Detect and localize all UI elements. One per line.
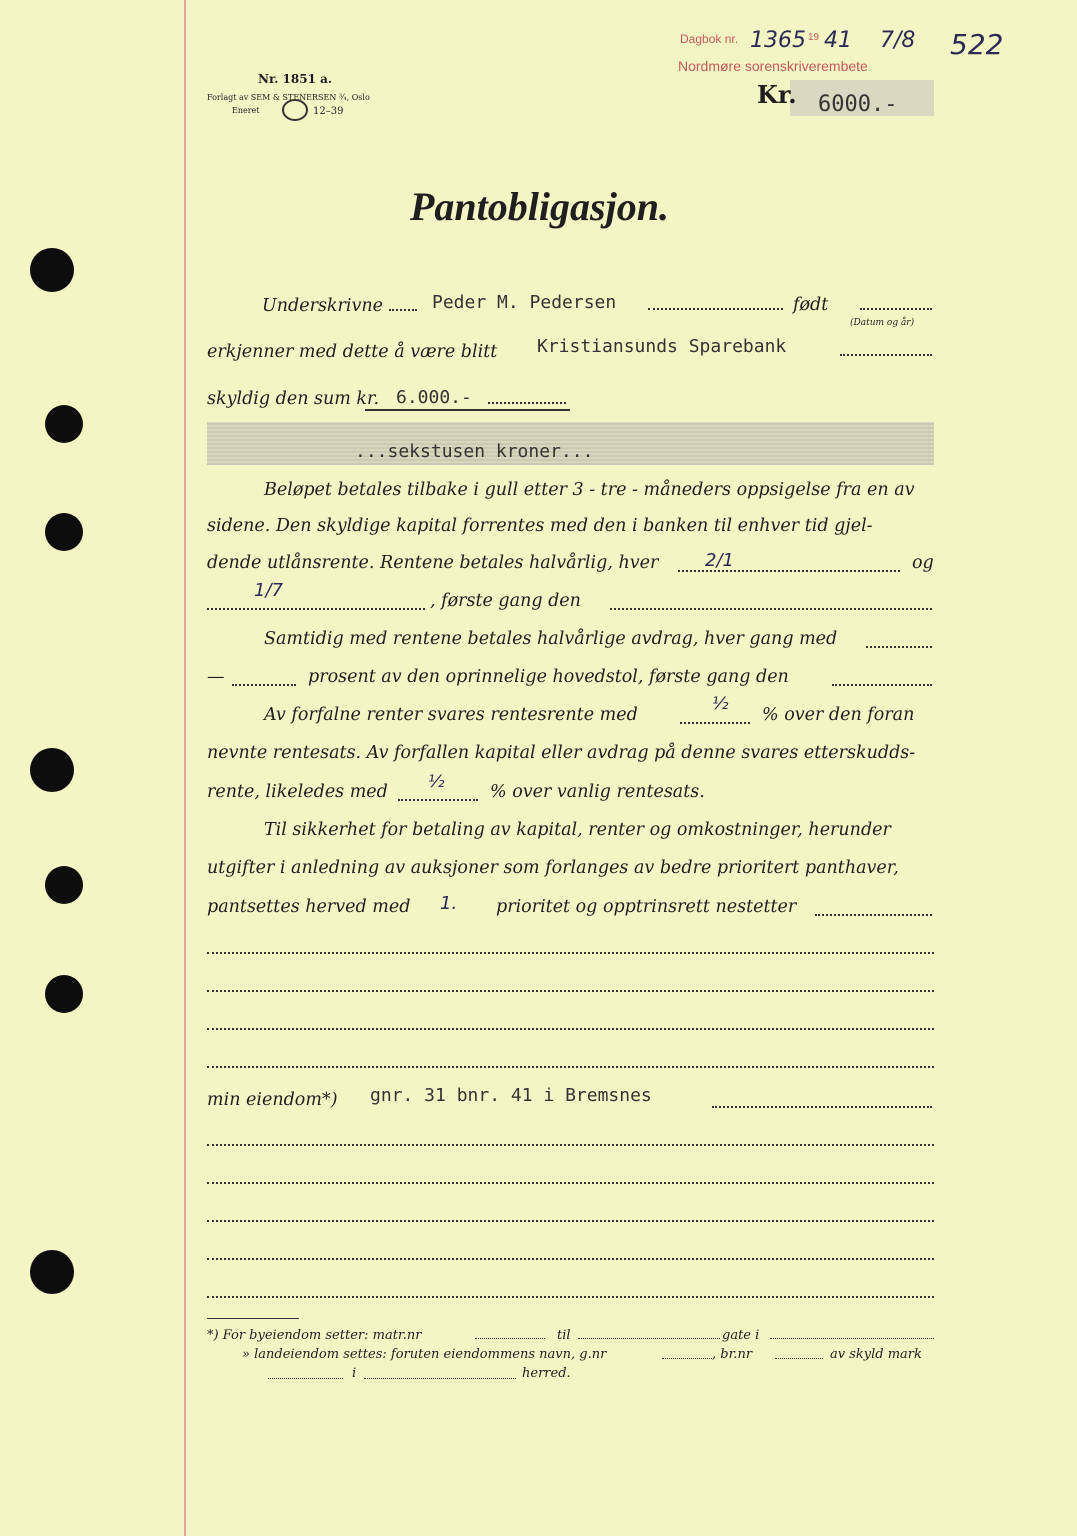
term-date-1: 2/1 [705, 550, 734, 571]
dotted-line [815, 912, 932, 916]
text-line: rente, likeledes med [207, 782, 388, 802]
dash: — [207, 667, 225, 687]
punch-hole [30, 1250, 74, 1294]
dotted-line [770, 1336, 934, 1339]
punch-hole [45, 866, 83, 904]
dotted-line [398, 797, 478, 801]
dotted-line [680, 720, 750, 724]
publisher-line: Forlagt av SEM & STENERSEN ¾, Oslo [207, 93, 370, 102]
amount-value: 6000.- [818, 92, 898, 117]
dotted-line [775, 1356, 823, 1359]
priority-value: 1. [440, 893, 458, 914]
footnote-herred: herred. [522, 1366, 571, 1381]
punch-hole [45, 975, 83, 1013]
text-line: pantsettes herved med [207, 897, 411, 917]
dotted-line [475, 1336, 545, 1339]
dotted-line [648, 306, 783, 310]
debtor-name: Peder M. Pedersen [432, 292, 617, 313]
dotted-line [207, 988, 934, 992]
footnote-line: » landeiendom settes: foruten eiendommens navn, g.nr [242, 1347, 607, 1362]
footnote-brnr: , br.nr [712, 1347, 753, 1362]
dotted-line [207, 1026, 934, 1030]
text-line: Samtidig med rentene betales halvårlige avdrag, hver gang med [264, 629, 838, 649]
dotted-line [268, 1376, 343, 1379]
dotted-line [866, 644, 932, 648]
text-line: nevnte rentesats. Av forfallen kapital eller avdrag på denne svares etterskudds- [207, 743, 916, 763]
footnote-til: til [557, 1328, 571, 1343]
dotted-line [610, 606, 932, 610]
dotted-line [207, 950, 934, 954]
dotted-line [364, 1376, 516, 1379]
text-line: , første gang den [430, 591, 581, 611]
dotted-line [488, 400, 566, 404]
stamp-year-prefix: 19 [808, 32, 820, 43]
text-line: prosent av den oprinnelige hovedstol, første gang den [308, 667, 789, 687]
dotted-line [207, 1294, 934, 1298]
dotted-line [207, 1142, 934, 1146]
document-title: Pantobligasjon. [410, 184, 669, 229]
page-number: 522 [950, 28, 1004, 61]
dotted-line [207, 1180, 934, 1184]
creditor-name: Kristiansunds Sparebank [537, 336, 787, 357]
dagbok-label: Dagbok nr. [680, 32, 739, 46]
dotted-line [207, 1218, 934, 1222]
form-number: Nr. 1851 a. [258, 72, 333, 86]
fodt-label: født [793, 295, 829, 315]
amount-label: Kr. [757, 80, 797, 109]
text-line: Beløpet betales tilbake i gull etter 3 - tre - måneders oppsigelse fra en av [264, 480, 915, 500]
datum-note: (Datum og år) [850, 318, 915, 328]
sum-value: 6.000.- [396, 387, 472, 408]
text-line: sidene. Den skyldige kapital forrentes med den i banken til enhver tid gjel- [207, 516, 873, 536]
sum-underline [365, 409, 570, 411]
text-line: Av forfalne renter svares rentesrente med [264, 705, 638, 725]
text-line: Til sikkerhet for betaling av kapital, renter og omkostninger, herunder [264, 820, 891, 840]
text-line: dende utlånsrente. Rentene betales halvårlig, hver [207, 553, 659, 573]
publisher-eneret: Eneret [232, 106, 260, 115]
publisher-date: 12–39 [313, 106, 344, 117]
dagbok-number: 1365 [750, 28, 806, 53]
dotted-line [832, 682, 932, 686]
text-line: % over vanlig rentesats. [490, 782, 705, 802]
footnote-rule [207, 1318, 299, 1319]
footnote-i: i [352, 1366, 357, 1381]
stamp-date: 7/8 [880, 28, 916, 53]
dotted-line [662, 1356, 712, 1359]
dotted-line [860, 306, 932, 310]
eiendom-label: min eiendom*) [207, 1090, 338, 1110]
punch-hole [30, 748, 74, 792]
dotted-line [578, 1336, 720, 1339]
text-line: utgifter i anledning av auksjoner som forlanges av bedre prioritert panthaver, [207, 858, 899, 878]
skyldig-label: skyldig den sum kr. [207, 389, 380, 409]
dotted-line [207, 1064, 934, 1068]
stamp-office: Nordmøre sorenskriverembete [678, 58, 868, 74]
amount-words: ...sekstusen kroner... [355, 441, 594, 462]
punch-hole [30, 248, 74, 292]
dotted-line [207, 1256, 934, 1260]
footnote-skyld: av skyld mark [830, 1347, 922, 1362]
stamp-year: 41 [824, 28, 852, 53]
interest-half-1: ½ [712, 694, 729, 714]
term-date-2: 1/7 [254, 580, 283, 601]
dotted-line [232, 682, 296, 686]
margin-line [184, 0, 186, 1536]
underskrivne-label: Underskrivne [262, 296, 384, 316]
og-label: og [912, 553, 934, 573]
dotted-line [207, 606, 425, 610]
dotted-line [712, 1104, 932, 1108]
interest-half-2: ½ [428, 772, 445, 792]
erkjenner-label: erkjenner med dette å være blitt [207, 342, 498, 362]
footnote-gate: gate i [722, 1328, 760, 1343]
punch-hole [45, 405, 83, 443]
punch-hole [45, 513, 83, 551]
footnote-line: *) For byeiendom setter: matr.nr [207, 1328, 422, 1343]
eiendom-value: gnr. 31 bnr. 41 i Bremsnes [370, 1085, 652, 1106]
text-line: prioritet og opptrinsrett nestetter [496, 897, 797, 917]
publisher-logo-icon [282, 99, 308, 121]
text-line: % over den foran [762, 705, 915, 725]
dotted-line [840, 352, 932, 356]
